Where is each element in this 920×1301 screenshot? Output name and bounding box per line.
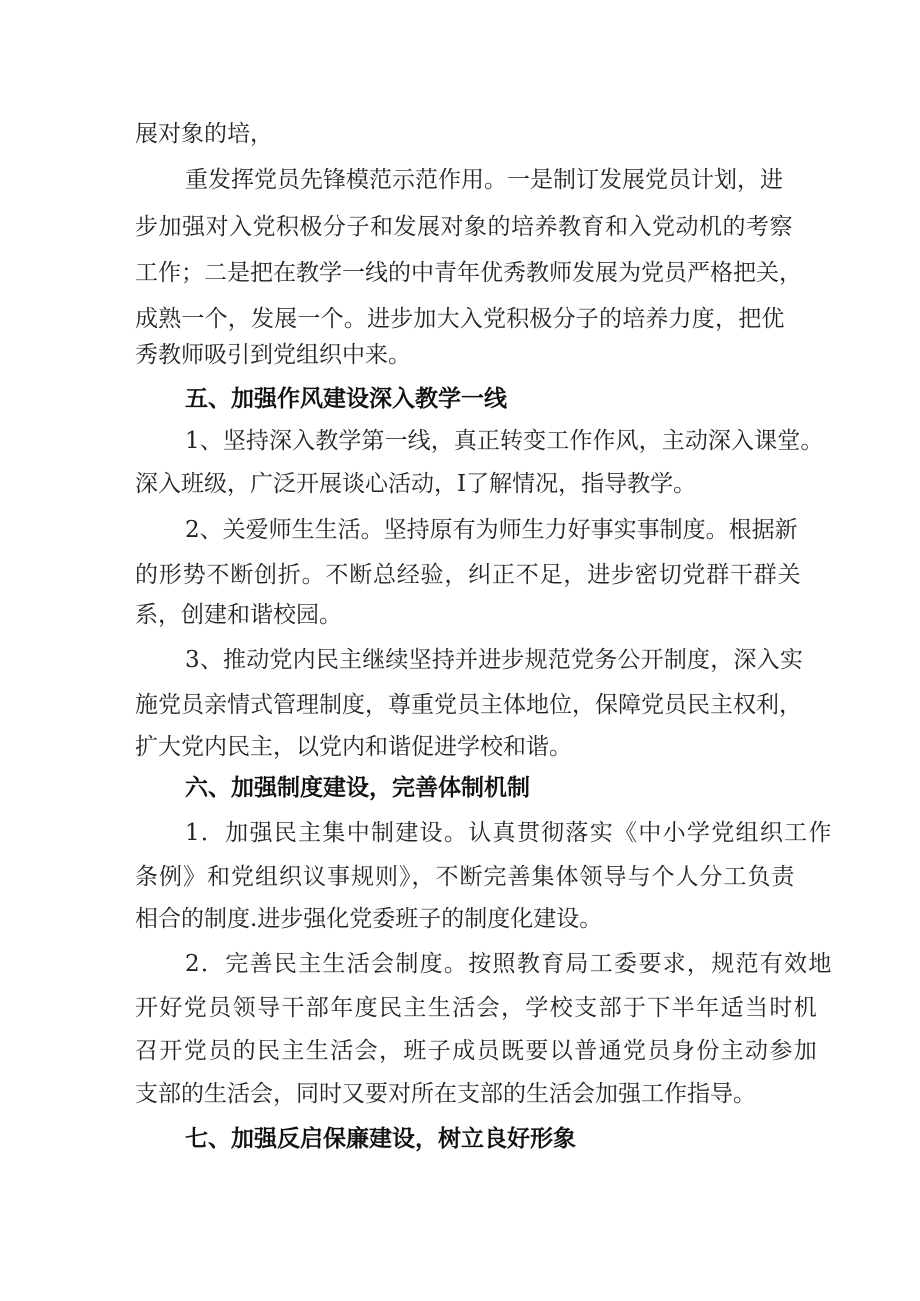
body-text-line: 步加强对入党积极分子和发展对象的培养教育和入党动机的考察 (135, 214, 793, 240)
paragraph-first-line: 2、关爱师生生活。坚持原有为师生力好事实事制度。根据新 (185, 517, 798, 543)
body-text-line: 扩大党内民主，以党内和谐促进学校和谐。 (135, 734, 572, 760)
paragraph-first-line: 1．加强民主集中制建设。认真贯彻落实《中小学党组织工作 (185, 820, 833, 846)
body-text-line: 系，创建和谐校园。 (135, 602, 342, 628)
body-text-line: 条例》和党组织议事规则》，不断完善集体领导与个人分工负责 (135, 864, 796, 890)
body-text-line: 召开党员的民主生活会，班子成员既要以普通党员身份主动参加 (135, 1038, 819, 1064)
body-text-line: 秀教师吸引到党组织中来。 (135, 342, 411, 368)
section-heading: 六、加强制度建设，完善体制机制 (185, 775, 530, 801)
body-text-line: 支部的生活会，同时又要对所在支部的生活会加强工作指导。 (135, 1081, 756, 1107)
section-heading: 五、加强作风建设深入教学一线 (185, 386, 507, 412)
paragraph-first-line: 1、坚持深入教学第一线，真正转变工作作风，主动深入课堂。 (185, 428, 824, 454)
body-text-line: 施党员亲情式管理制度，尊重党员主体地位，保障党员民主权利， (135, 692, 802, 718)
body-text-line: 深入班级，广泛开展谈心活动，I了解情况，指导教学。 (135, 471, 697, 497)
body-text-line: 成熟一个，发展一个。进步加大入党积极分子的培养力度，把优 (135, 306, 785, 332)
body-text-line: 的形势不断创折。不断总经验，纠正不足，进步密切党群干群关 (135, 562, 802, 588)
section-heading: 七、加强反启保廉建设，树立良好形象 (185, 1126, 576, 1152)
body-text-line: 开好党员领导干部年度民主生活会，学校支部于下半年适当时机 (135, 995, 819, 1021)
paragraph-first-line: 重发挥党员先锋模范示范作用。一是制订发展党员计划，进 (185, 167, 783, 193)
body-text-line: 展对象的培， (135, 121, 273, 147)
body-text-line: 相合的制度.进步强化党委班子的制度化建设。 (135, 906, 603, 932)
paragraph-first-line: 2．完善民主生活会制度。按照教育局工委要求，规范有效地 (185, 951, 833, 977)
paragraph-first-line: 3、推动党内民主继续坚持并进步规范党务公开制度，深入实 (185, 647, 804, 673)
body-text-line: 工作；二是把在教学一线的中青年优秀教师发展为党员严格把关， (135, 260, 802, 286)
